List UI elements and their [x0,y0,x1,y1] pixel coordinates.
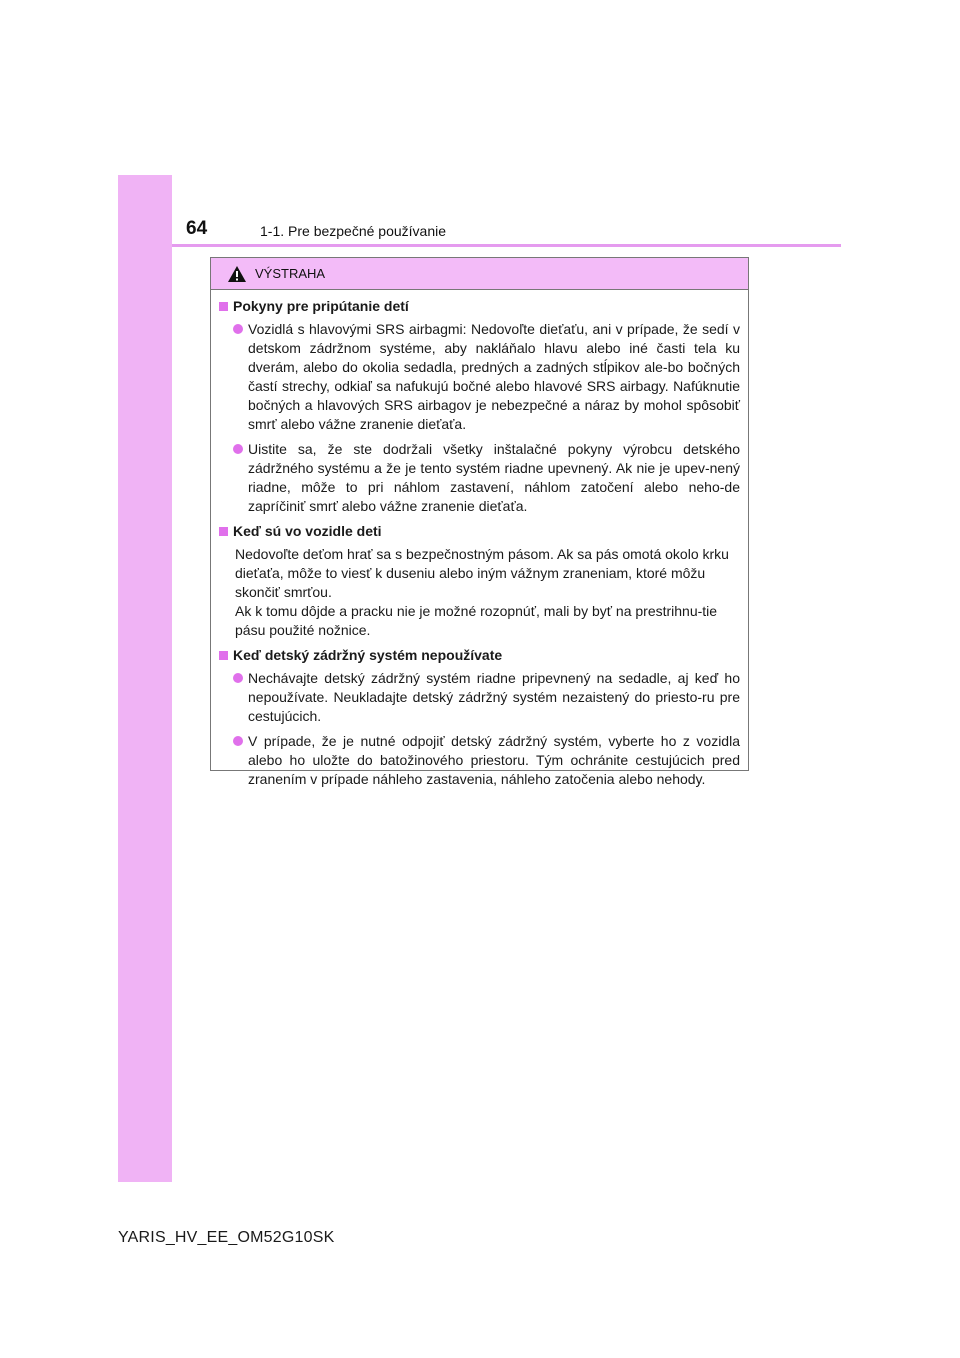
list-item: Uistite sa, že ste dodržali všetky inštalačné pokyny výrobcu detského zádržného systému a že je tento systém riadne upevnený. Ak nie je upev-nený riadne, môže to pri náhlom zastavení, náhlom zatočení alebo neho-de zapríčiniť smrť alebo vážne zranenie dieťaťa. [233,440,740,516]
section-heading: Keď detský zádržný systém nepoužívate [219,646,740,665]
square-bullet-icon [219,302,228,311]
warning-header [211,258,748,290]
list-item: Nechávajte detský zádržný systém riadne pripevnený na sedadle, aj keď ho nepoužívate. Neukladajte detský zádržný systém nezaistený do priesto-ru pre cestujúcich. [233,669,740,726]
circle-bullet-icon [233,444,243,454]
paragraph: Ak k tomu dôjde a pracku nie je možné rozopnúť, mali by byť na prestrihnu-tie pásu použité nožnice. [235,603,718,638]
square-bullet-icon [219,651,228,660]
section-heading: Pokyny pre pripútanie detí [219,297,740,316]
warning-body [211,290,748,789]
list-item: V prípade, že je nutné odpojiť detský zádržný systém, vyberte ho z vozidla alebo ho uložte do batožinového priestoru. Tým ochránite cestujúcich pred zranením v prípade náhleho zastavenia, náhleho zatočenia alebo nehody. [233,732,740,789]
paragraph: Nedovoľte deťom hrať sa s bezpečnostným pásom. Ak sa pás omotá okolo krku dieťaťa, môže to viesť k duseniu alebo iným vážnym zraneniam, ktoré môžu skončiť smrťou. [235,546,729,600]
section-heading: Keď sú vo vozidle deti [219,522,740,541]
header-rule [172,244,841,247]
warning-title: VÝSTRAHA [255,266,326,281]
side-tab [118,175,172,1182]
circle-bullet-icon [233,324,243,334]
warning-box [210,257,749,787]
page-number: 64 [186,218,208,239]
section-title: 1-1. Pre bezpečné používanie [260,223,447,239]
circle-bullet-icon [233,673,243,683]
section-child-restraint [219,297,740,516]
warning-triangle-icon [227,265,247,283]
section-not-in-use [219,646,740,789]
document-code: YARIS_HV_EE_OM52G10SK [118,1229,335,1246]
list-item: Vozidlá s hlavovými SRS airbagmi: Nedovoľte dieťaťu, ani v prípade, že sedí v detskom zádržnom systéme, aby nakláňalo hlavu alebo iné časti tela ku dverám, alebo do okolia sedadla, predných a zadných stĺpikov ale-bo bočných častí strechy, odkiaľ sa nafukujú bočné alebo hlavové SRS airbagy. Nafúknutie bočných a hlavových SRS airbagov je nebezpečné a náraz by mohol spôsobiť smrť alebo vážne zranenie dieťaťa. [233,320,740,434]
square-bullet-icon [219,527,228,536]
section-children-in-vehicle [219,522,740,640]
circle-bullet-icon [233,736,243,746]
